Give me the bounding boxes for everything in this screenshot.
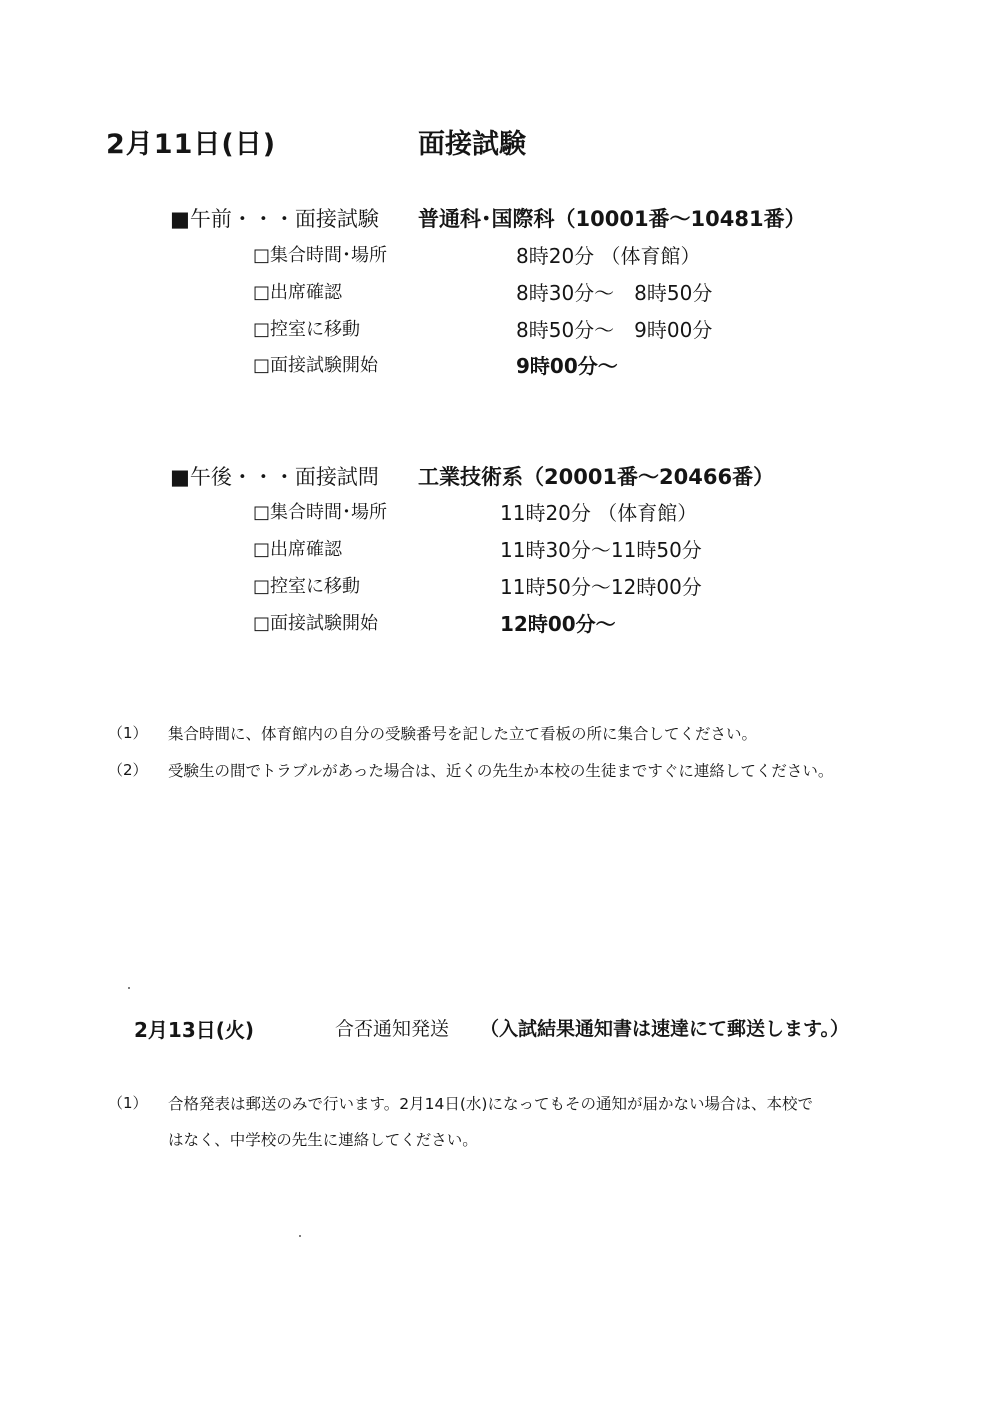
afternoon-row-time: 11時50分～12時00分 (500, 575, 702, 599)
morning-row-time: 8時20分 （体育館） (516, 244, 701, 268)
morning-row-label: □出席確認 (253, 282, 343, 303)
note-text: 受験生の間でトラブルがあった場合は、近くの先生か本校の生徒まですぐに連絡してください。 (168, 762, 834, 780)
afternoon-row-label: □面接試験開始 (253, 613, 379, 634)
note-text-line1: 合格発表は郵送のみで行います。2月14日(水)になってもその通知が届かない場合は、本校で (168, 1095, 813, 1113)
afternoon-row-time: 11時20分 （体育館） (500, 501, 698, 525)
section2-date: 2月13日(火) (134, 1018, 255, 1042)
note-number: （2） (108, 761, 148, 779)
afternoon-row-label: □集合時間･場所 (253, 502, 388, 523)
afternoon-row-label: □控室に移動 (253, 576, 361, 597)
morning-row-label: □控室に移動 (253, 319, 361, 340)
section2-subtitle: （入試結果通知書は速達にて郵送します。） (480, 1018, 849, 1040)
afternoon-session-dept: 工業技術系（20001番～20466番） (418, 465, 775, 489)
note-text: 集合時間に、体育館内の自分の受験番号を記した立て看板の所に集合してください。 (168, 725, 758, 743)
section1-date: 2月11日(日) (106, 129, 277, 160)
afternoon-row-time: 12時00分～ (500, 612, 616, 636)
section2-title: 合否通知発送 (335, 1018, 450, 1040)
note-number: （1） (108, 1094, 148, 1112)
afternoon-row-label: □出席確認 (253, 539, 343, 560)
afternoon-session-label: ■午後・・・面接試問 (170, 465, 379, 489)
morning-session-dept: 普通科･国際科（10001番～10481番） (418, 207, 806, 231)
morning-row-time: 8時50分～ 9時00分 (516, 318, 713, 342)
morning-row-time: 8時30分～ 8時50分 (516, 281, 713, 305)
morning-session-label: ■午前・・・面接試験 (170, 207, 379, 231)
morning-row-time: 9時00分～ (516, 354, 618, 378)
section1-title: 面接試験 (418, 129, 526, 160)
scan-speck (128, 987, 130, 989)
note-number: （1） (108, 724, 148, 742)
scan-speck (299, 1235, 301, 1237)
afternoon-row-time: 11時30分～11時50分 (500, 538, 702, 562)
morning-row-label: □面接試験開始 (253, 355, 379, 376)
morning-row-label: □集合時間･場所 (253, 245, 388, 266)
note-text-line2: はなく、中学校の先生に連絡してください。 (168, 1131, 478, 1149)
